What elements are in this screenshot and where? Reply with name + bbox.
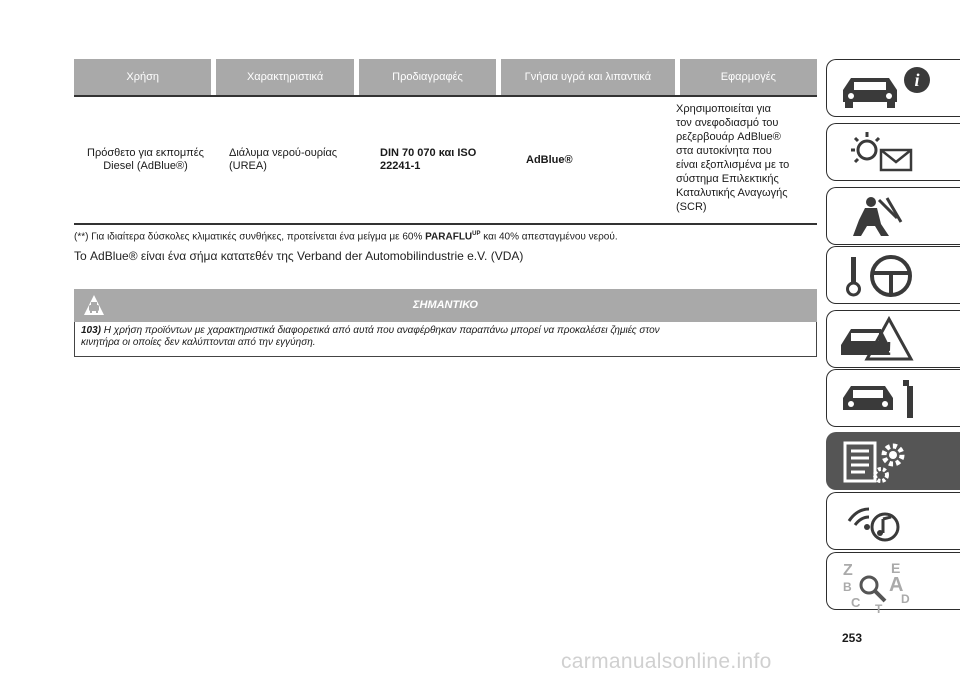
- app-line: σύστημα Επιλεκτικής: [676, 173, 779, 185]
- tab-car-info[interactable]: [826, 59, 960, 117]
- warning-lights-icon: [837, 128, 947, 178]
- tab-technical-data[interactable]: [826, 432, 960, 490]
- app-line: (SCR): [676, 201, 707, 213]
- cell-use-line: Πρόσθετο για εκπομπές: [87, 147, 204, 159]
- cell-spec-line: 22241-1: [380, 160, 421, 172]
- index-letter-e: E: [891, 560, 901, 576]
- warning-text-line: κινητήρα οι οποίες δεν καλύπτονται από την εγγύηση.: [81, 337, 316, 348]
- cell-characteristics: [229, 147, 337, 173]
- tab-safety[interactable]: [826, 187, 960, 245]
- tab-index[interactable]: [826, 552, 960, 613]
- table-top-rule: [74, 95, 817, 97]
- header-fluids: [501, 59, 674, 95]
- cell-use-line: Diesel (AdBlue®): [103, 160, 188, 172]
- index-icon: [837, 557, 947, 613]
- tab-warning-lights[interactable]: [826, 123, 960, 181]
- trademark-notice: Το AdBlue® είναι ένα σήμα κατατεθέν της Verband der Automobilindustrie e.V. (VDA): [74, 249, 524, 263]
- cell-char-line: (UREA): [229, 160, 267, 172]
- page-number: 253: [842, 631, 863, 645]
- cell-applications: [676, 102, 789, 214]
- emergency-icon: [837, 315, 947, 365]
- table-header: [74, 59, 817, 95]
- tab-maintenance[interactable]: [826, 369, 960, 427]
- cell-use: [74, 147, 217, 173]
- footnote-text-end: και 40% απεσταγμένου νερού.: [483, 231, 618, 243]
- header-specs: Προδιαγραφές: [359, 59, 496, 95]
- multimedia-icon: [837, 497, 947, 547]
- app-line: Χρησιμοποιείται για: [676, 103, 771, 115]
- header-fluids-text: Γνήσια υγρά και λιπαντικά: [524, 70, 652, 83]
- app-line: τον ανεφοδιασμό του: [676, 117, 779, 129]
- index-letter-d: D: [901, 592, 910, 606]
- index-letter-a: A: [889, 574, 904, 596]
- warning-number: 103): [81, 325, 102, 336]
- header-applications: Εφαρμογές: [680, 59, 817, 95]
- app-line: ρεζερβουάρ AdBlue®: [676, 131, 781, 143]
- tab-multimedia[interactable]: [826, 492, 960, 550]
- warning-title: ΣΗΜΑΝΤΙΚΟ: [413, 299, 478, 311]
- index-letter-b: B: [843, 580, 852, 594]
- header-characteristics: Χαρακτηριστικά: [216, 59, 353, 95]
- footnote-brand: PARAFLU: [425, 231, 473, 243]
- steering-wheel-icon: [837, 251, 947, 301]
- svg-text:!: !: [886, 339, 892, 359]
- warning-text-line: Η χρήση προϊόντων με χαρακτηριστικά διαφορετικά από αυτά που αναφέρθηκαν παραπάνω μπορεί να προκαλέσει ζημιές στον: [103, 325, 660, 336]
- technical-data-icon: [837, 437, 947, 487]
- header-use: Χρήση: [74, 59, 211, 95]
- cell-spec-line: DIN 70 070 και ISO: [380, 147, 477, 159]
- watermark: carmanualsonline.info: [561, 650, 772, 673]
- car-info-icon: [837, 64, 947, 114]
- cell-specs: [380, 147, 476, 173]
- footnote-brand-sup: UP: [472, 231, 481, 237]
- maintenance-icon: [837, 374, 947, 424]
- tab-emergency[interactable]: [826, 310, 960, 368]
- footnote-text: (**) Για ιδιαίτερα δύσκολες κλιματικές συνθήκες, προτείνεται ένα μείγμα με 60%: [74, 231, 423, 243]
- cell-char-line: Διάλυμα νερού-ουρίας: [229, 147, 338, 159]
- warning-header: [74, 289, 817, 322]
- cell-fluids: AdBlue®: [526, 154, 573, 166]
- tab-driving[interactable]: [826, 246, 960, 304]
- app-line: είναι εξοπλισμένα με το: [676, 159, 790, 171]
- warning-body: [74, 322, 817, 357]
- safety-airbag-icon: [837, 192, 947, 242]
- index-letter-c: C: [851, 595, 861, 610]
- index-letter-t: T: [875, 602, 883, 613]
- app-line: Καταλυτικής Αναγωγής: [676, 187, 788, 199]
- svg-text:i: i: [914, 70, 920, 90]
- footnote: [74, 231, 618, 242]
- index-letter-z: Z: [843, 562, 853, 579]
- table-bottom-rule: [74, 223, 817, 225]
- app-line: στα αυτοκίνητα που: [676, 145, 772, 157]
